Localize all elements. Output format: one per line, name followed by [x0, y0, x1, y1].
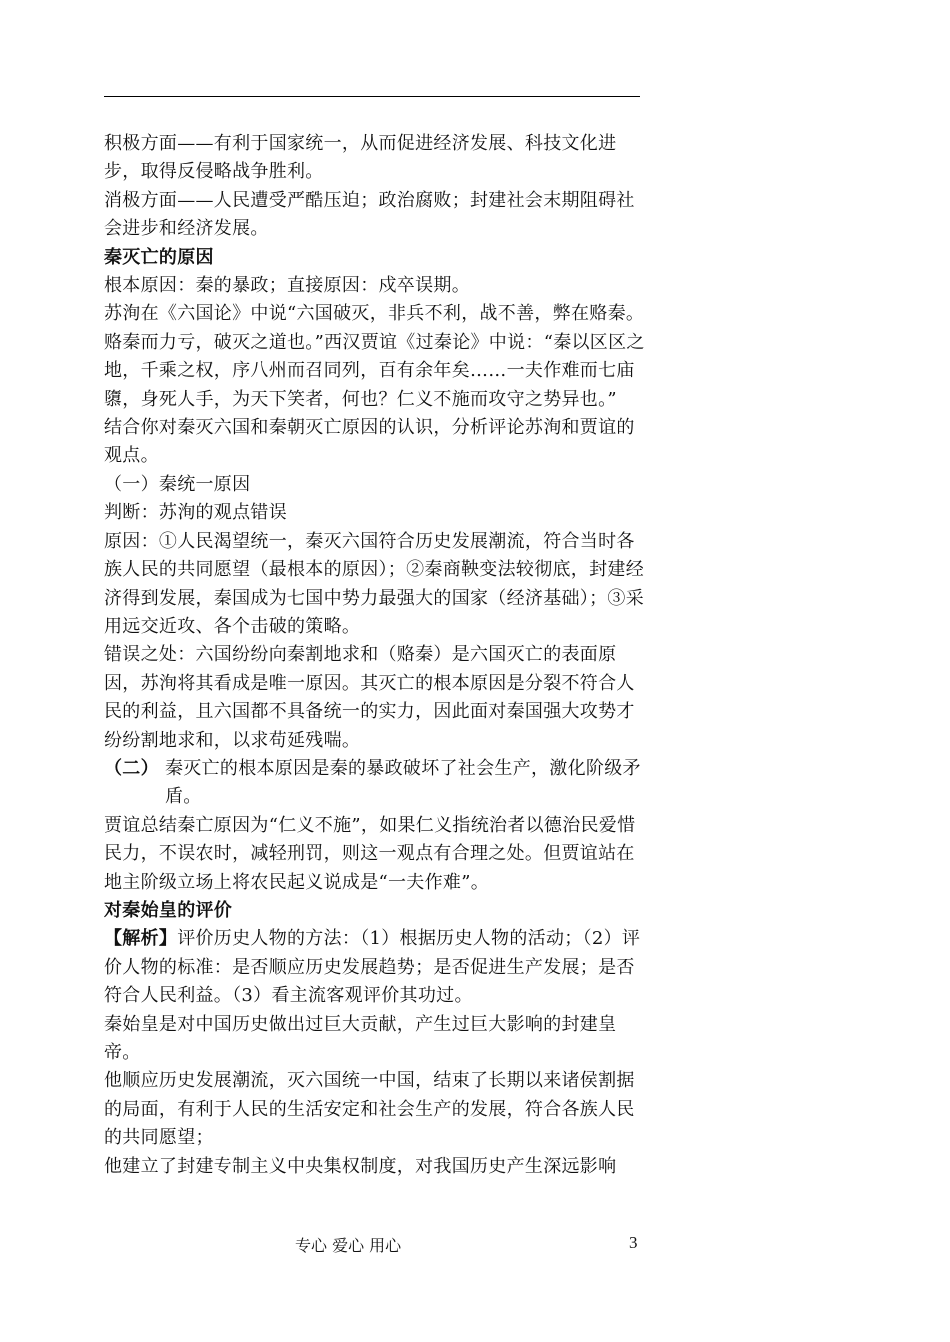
paragraph: 消极方面——人民遭受严酷压迫；政治腐败；封建社会末期阻碍社会进步和经济发展。	[104, 189, 635, 240]
paragraph: 他建立了封建专制主义中央集权制度，对我国历史产生深远影响	[104, 1155, 617, 1177]
paragraph: 结合你对秦灭六国和秦朝灭亡原因的认识，分析评论苏洵和贾谊的观点。	[104, 417, 635, 467]
list-number: （二）	[104, 757, 159, 779]
paragraph: 贾谊总结秦亡原因为“仁义不施”，如果仁义指统治者以德治民爱惜民力，不误农时，减轻刑罚，则这一观点有合理之处。但贾谊站在地主阶级立场上将农民起义说成是“一夫作难”。	[104, 814, 636, 893]
page-body	[104, 130, 649, 1181]
numbered-paragraph	[104, 755, 649, 812]
analysis-label: 【解析】	[104, 928, 178, 950]
paragraph: 秦始皇是对中国历史做出过巨大贡献，产生过巨大影响的封建皇帝。	[104, 1013, 617, 1063]
paragraph: 积极方面——有利于国家统一，从而促进经济发展、科技文化进步，取得反侵略战争胜利。	[104, 133, 617, 183]
section-heading: 对秦始皇的评价	[104, 899, 233, 921]
section-heading: 秦灭亡的原因	[104, 246, 214, 268]
paragraph: 错误之处：六国纷纷向秦割地求和（赂秦）是六国灭亡的表面原因，苏洵将其看成是唯一原因。其灭亡的根本原因是分裂不符合人民的利益，且六国都不具备统一的实力，因此面对秦国强大攻势才纷纷割地求和，以求苟延残喘。	[104, 644, 635, 751]
paragraph: 他顺应历史发展潮流，灭六国统一中国，结束了长期以来诸侯割据的局面，有利于人民的生活安定和社会生产的发展，符合各族人民的共同愿望；	[104, 1070, 635, 1149]
paragraph: （一）秦统一原因	[104, 473, 251, 495]
footer-motto: 专心 爱心 用心	[295, 1236, 402, 1255]
paragraph-text: 评价历史人物的方法：（1）根据历史人物的活动；（2）评价人物的标准：是否顺应历史发展趋势；是否促进生产发展；是否符合人民利益。（3）看主流客观评价其功过。	[104, 928, 641, 1007]
paragraph: 判断：苏洵的观点错误	[104, 502, 287, 524]
header-rule	[104, 96, 640, 97]
page-number: 3	[629, 1233, 638, 1252]
labeled-paragraph	[104, 925, 649, 1010]
paragraph: 秦灭亡的根本原因是秦的暴政破坏了社会生产，激化阶级矛盾。	[165, 757, 641, 808]
paragraph: 原因：①人民渴望统一，秦灭六国符合历史发展潮流，符合当时各族人民的共同愿望（最根本的原因）；②秦商鞅变法较彻底，封建经济得到发展，秦国成为七国中势力最强大的国家（经济基础）；③采用远交近攻、各个击破的策略。	[104, 530, 644, 637]
paragraph: 苏洵在《六国论》中说“六国破灭，非兵不利，战不善，弊在赂秦。赂秦而力亏，破灭之道也。”西汉贾谊《过秦论》中说：“秦以区区之地，千乘之权，序八州而召同列，百有余年矣……一夫作难而七庙隳，身死人手，为天下笑者，何也？仁义不施而攻守之势异也。”	[104, 303, 645, 410]
paragraph: 根本原因：秦的暴政；直接原因：戍卒误期。	[104, 275, 470, 297]
